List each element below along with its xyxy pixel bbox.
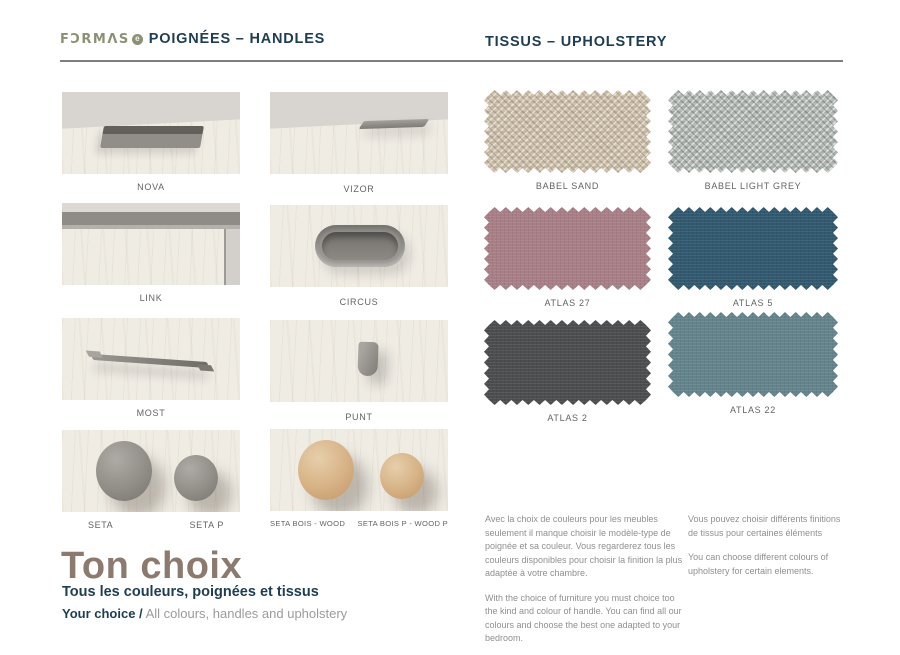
handle-label-vizor: VIZOR (343, 184, 375, 194)
handle-label-seta: SETA (88, 520, 114, 530)
handle-label-punt: PUNT (345, 412, 373, 422)
wall-background (62, 203, 240, 212)
fabric-swatch-babel-sand (484, 90, 651, 173)
wood-panel (62, 229, 226, 285)
seta-bois-knob-graphic (298, 440, 354, 500)
page-subtitle-en (62, 606, 347, 621)
header-divider (60, 60, 843, 62)
handle-label-seta-bois-row (270, 519, 448, 528)
handle-label-seta-p: SETA P (189, 520, 224, 530)
handle-photo-link (62, 203, 240, 285)
fabric-sample-atlas-5 (668, 207, 838, 308)
handles-section-title: POIGNÉES – HANDLES (148, 31, 326, 47)
fabric-sample-atlas-2 (484, 320, 651, 423)
handles-note-fr: Avec la choix de couleurs pour les meubles seulement il manque choisir le modèle-type de poignée et sa couleur. Vous regarderez tous les couleurs disponibles pour choisir la finition la plus adaptée à votre chambre. (485, 514, 683, 578)
fabric-sample-babel-sand (484, 90, 651, 191)
fabric-sample-atlas-27 (484, 207, 651, 308)
page-title: Ton choix (61, 545, 243, 587)
header-right (485, 33, 667, 51)
fabric-swatch-atlas-27 (484, 207, 651, 290)
fabric-label-atlas-22: ATLAS 22 (730, 405, 776, 415)
page-subtitle-fr: Tous les couleurs, poignées et tissus (62, 584, 319, 600)
formas-logo-text: FƆRMΛS (60, 31, 130, 47)
page-subtitle-en-rest: All colours, handles and upholstery (142, 606, 348, 621)
handle-label-link: LINK (139, 293, 163, 303)
handle-label-seta-bois-p: SETA BOIS P - WOOD P (357, 519, 448, 528)
handle-sample-seta (62, 430, 240, 530)
fabric-label-atlas-2: ATLAS 2 (547, 413, 588, 423)
nova-handle-graphic (100, 126, 204, 148)
fabric-swatch-atlas-5 (668, 207, 838, 290)
handle-sample-nova (62, 92, 240, 192)
upholstery-section-title: TISSUS – UPHOLSTERY (485, 34, 668, 50)
header-left (60, 31, 325, 47)
handle-sample-punt (270, 320, 448, 422)
fabrics-note-en: You can choose different colours of upholstery for certain elements. (688, 552, 829, 576)
handle-photo-seta-bois (270, 429, 448, 511)
circus-handle-recess (322, 232, 398, 260)
fabric-label-babel-sand: BABEL SAND (535, 181, 600, 191)
wall-background (62, 92, 240, 129)
handle-label-nova: NOVA (137, 182, 165, 192)
fabric-sample-babel-light-grey (668, 90, 838, 191)
fabric-sample-atlas-22 (668, 312, 838, 415)
handle-sample-most (62, 318, 240, 418)
handle-photo-punt (270, 320, 448, 402)
vizor-handle-graphic (359, 119, 430, 129)
fabric-swatch-atlas-22 (668, 312, 838, 397)
handle-photo-vizor (270, 92, 448, 174)
handle-photo-nova (62, 92, 240, 174)
page-subtitle-en-label: Your choice / (62, 606, 143, 621)
handle-label-seta-row (62, 520, 240, 530)
handle-sample-circus (270, 205, 448, 307)
fabric-label-atlas-5: ATLAS 5 (732, 298, 774, 308)
handles-note (485, 513, 685, 655)
circus-handle-graphic (315, 225, 405, 267)
formas-logo (60, 32, 143, 47)
fabric-swatch-atlas-2 (484, 320, 651, 405)
most-handle-graphic (92, 354, 208, 368)
handle-sample-seta-bois (270, 429, 448, 528)
link-handle-graphic (62, 212, 240, 225)
handle-photo-seta (62, 430, 240, 512)
fabric-label-atlas-27: ATLAS 27 (544, 298, 591, 308)
handle-label-circus: CIRCUS (339, 297, 379, 307)
cabinet-side-edge (224, 229, 240, 285)
handle-sample-link (62, 203, 240, 303)
formas-logo-mark-icon: e (132, 34, 143, 45)
seta-bois-p-knob-graphic (380, 453, 424, 499)
handle-photo-circus (270, 205, 448, 287)
handle-label-seta-bois: SETA BOIS - WOOD (270, 519, 346, 528)
handle-sample-vizor (270, 92, 448, 194)
seta-p-knob-graphic (174, 455, 218, 501)
fabric-label-babel-light-grey: BABEL LIGHT GREY (704, 181, 802, 191)
handle-photo-most (62, 318, 240, 400)
handles-note-en: With the choice of furniture you must choice too the kind and colour of handle. You can find all our colours and choose the best one adapted to your bedroom. (485, 592, 682, 643)
fabrics-note (688, 513, 846, 589)
punt-handle-graphic (357, 342, 378, 377)
fabric-swatch-babel-light-grey (668, 90, 838, 173)
seta-knob-graphic (96, 441, 152, 501)
fabrics-note-fr: Vous pouvez choisir différents finitions de tissus pour certaines éléments (688, 514, 841, 538)
handle-label-most: MOST (136, 408, 166, 418)
